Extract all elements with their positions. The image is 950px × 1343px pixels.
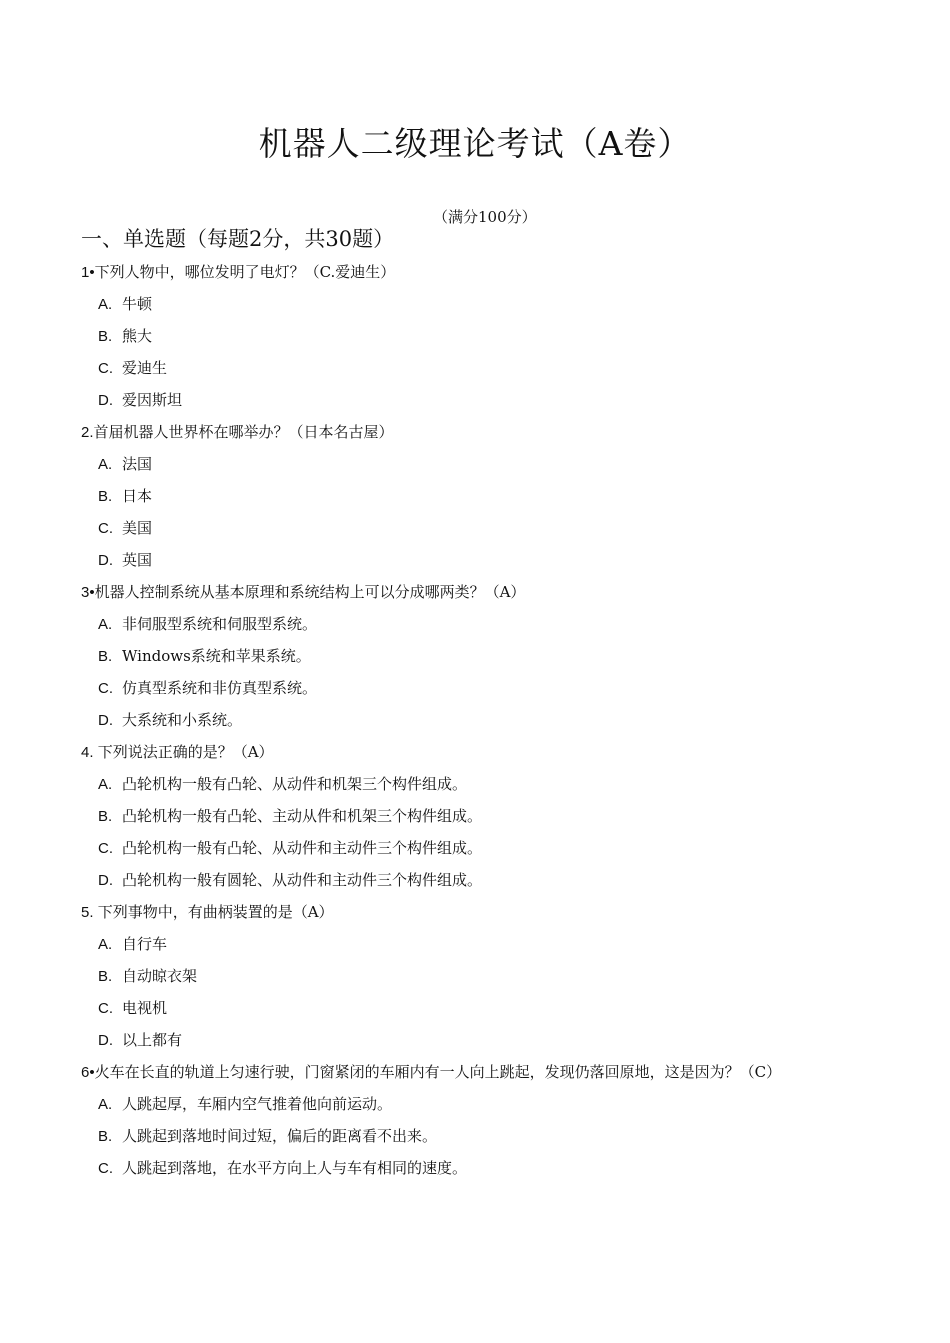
option-letter: A.	[98, 456, 113, 473]
option-letter: A.	[98, 616, 113, 633]
option-text: 非伺服型系统和伺服型系统。	[122, 615, 318, 633]
question-3	[81, 576, 921, 608]
option-text: 凸轮机构一般有凸轮、主动从件和机架三个构件组成。	[122, 807, 483, 825]
option-text: 大系统和小系统。	[122, 711, 243, 729]
question-2-option	[81, 512, 921, 544]
question-number: 2.	[81, 424, 94, 441]
option-text: 美国	[122, 519, 153, 537]
option-letter: C.	[98, 680, 113, 697]
option-letter: C.	[98, 360, 113, 377]
option-text: 法国	[122, 455, 153, 473]
question-3-option	[81, 672, 921, 704]
option-letter: A.	[98, 776, 113, 793]
question-text: 机器人控制系统从基本原理和系统结构上可以分成哪两类？（A）	[94, 583, 526, 601]
option-text: 爱迪生	[122, 359, 168, 377]
option-letter: C.	[98, 1000, 113, 1017]
question-5-option	[81, 992, 921, 1024]
option-letter: B.	[98, 808, 113, 825]
question-2	[81, 416, 921, 448]
question-number: 4.	[81, 744, 98, 761]
question-number: 3•	[81, 584, 95, 601]
question-6-option	[81, 1088, 921, 1120]
option-text: 牛顿	[122, 295, 153, 313]
option-text: 人跳起到落地，在水平方向上人与车有相同的速度。	[122, 1159, 468, 1177]
question-6-option	[81, 1152, 921, 1184]
question-5-option	[81, 960, 921, 992]
option-text: 凸轮机构一般有凸轮、从动件和机架三个构件组成。	[122, 775, 468, 793]
question-1	[81, 256, 921, 288]
question-5-option	[81, 928, 921, 960]
question-text: 火车在长直的轨道上匀速行驶，门窗紧闭的车厢内有一人向上跳起，发现仍落回原地，这是因为？（C）	[94, 1063, 782, 1081]
option-text: 仿真型系统和非仿真型系统。	[122, 679, 318, 697]
question-4-option	[81, 864, 921, 896]
option-text: 熊大	[122, 327, 153, 345]
question-1-option	[81, 288, 921, 320]
option-letter: D.	[98, 1032, 113, 1049]
option-text: 英国	[122, 551, 153, 569]
option-text: 日本	[122, 487, 153, 505]
question-3-option	[81, 640, 921, 672]
option-text: 电视机	[122, 999, 168, 1017]
question-3-option	[81, 608, 921, 640]
option-letter: C.	[98, 1160, 113, 1177]
question-text: 下列说法正确的是？（A）	[97, 743, 274, 761]
question-4-option	[81, 768, 921, 800]
option-letter: D.	[98, 392, 113, 409]
question-2-option	[81, 544, 921, 576]
question-text: 下列人物中，哪位发明了电灯？（C.爱迪生）	[94, 263, 396, 281]
question-number: 1•	[81, 264, 95, 281]
option-letter: C.	[98, 840, 113, 857]
section-heading: 一、单选题（每题2分，共30题）	[81, 227, 395, 251]
question-1-option	[81, 384, 921, 416]
question-4	[81, 736, 921, 768]
question-6	[81, 1056, 921, 1088]
option-text: 自行车	[122, 935, 168, 953]
question-4-option	[81, 800, 921, 832]
option-letter: B.	[98, 328, 113, 345]
option-text: 人跳起到落地时间过短，偏后的距离看不出来。	[122, 1127, 438, 1145]
question-5	[81, 896, 921, 928]
option-letter: A.	[98, 936, 113, 953]
question-text: 首届机器人世界杯在哪举办？（日本名古屋）	[93, 423, 394, 441]
option-letter: D.	[98, 872, 113, 889]
question-1-option	[81, 352, 921, 384]
question-number: 5.	[81, 904, 98, 921]
question-text: 下列事物中，有曲柄装置的是（A）	[97, 903, 334, 921]
option-letter: A.	[98, 1096, 113, 1113]
option-text: 人跳起厚，车厢内空气推着他向前运动。	[122, 1095, 393, 1113]
question-3-option	[81, 704, 921, 736]
option-letter: D.	[98, 552, 113, 569]
option-text: 以上都有	[122, 1031, 183, 1049]
option-text: Windows系统和苹果系统。	[122, 647, 311, 665]
question-1-option	[81, 320, 921, 352]
option-letter: B.	[98, 488, 113, 505]
exam-title: 机器人二级理论考试（A卷）	[258, 124, 692, 163]
option-letter: B.	[98, 968, 113, 985]
option-letter: B.	[98, 1128, 113, 1145]
question-list	[81, 256, 921, 1184]
option-text: 自动晾衣架	[122, 967, 198, 985]
question-2-option	[81, 448, 921, 480]
option-text: 爱因斯坦	[122, 391, 183, 409]
option-text: 凸轮机构一般有凸轮、从动件和主动件三个构件组成。	[122, 839, 483, 857]
option-letter: C.	[98, 520, 113, 537]
question-2-option	[81, 480, 921, 512]
option-letter: D.	[98, 712, 113, 729]
option-text: 凸轮机构一般有圆轮、从动件和主动件三个构件组成。	[122, 871, 483, 889]
question-6-option	[81, 1120, 921, 1152]
option-letter: A.	[98, 296, 113, 313]
full-score-note: （满分100分）	[433, 208, 537, 226]
question-5-option	[81, 1024, 921, 1056]
question-4-option	[81, 832, 921, 864]
option-letter: B.	[98, 648, 113, 665]
question-number: 6•	[81, 1064, 95, 1081]
